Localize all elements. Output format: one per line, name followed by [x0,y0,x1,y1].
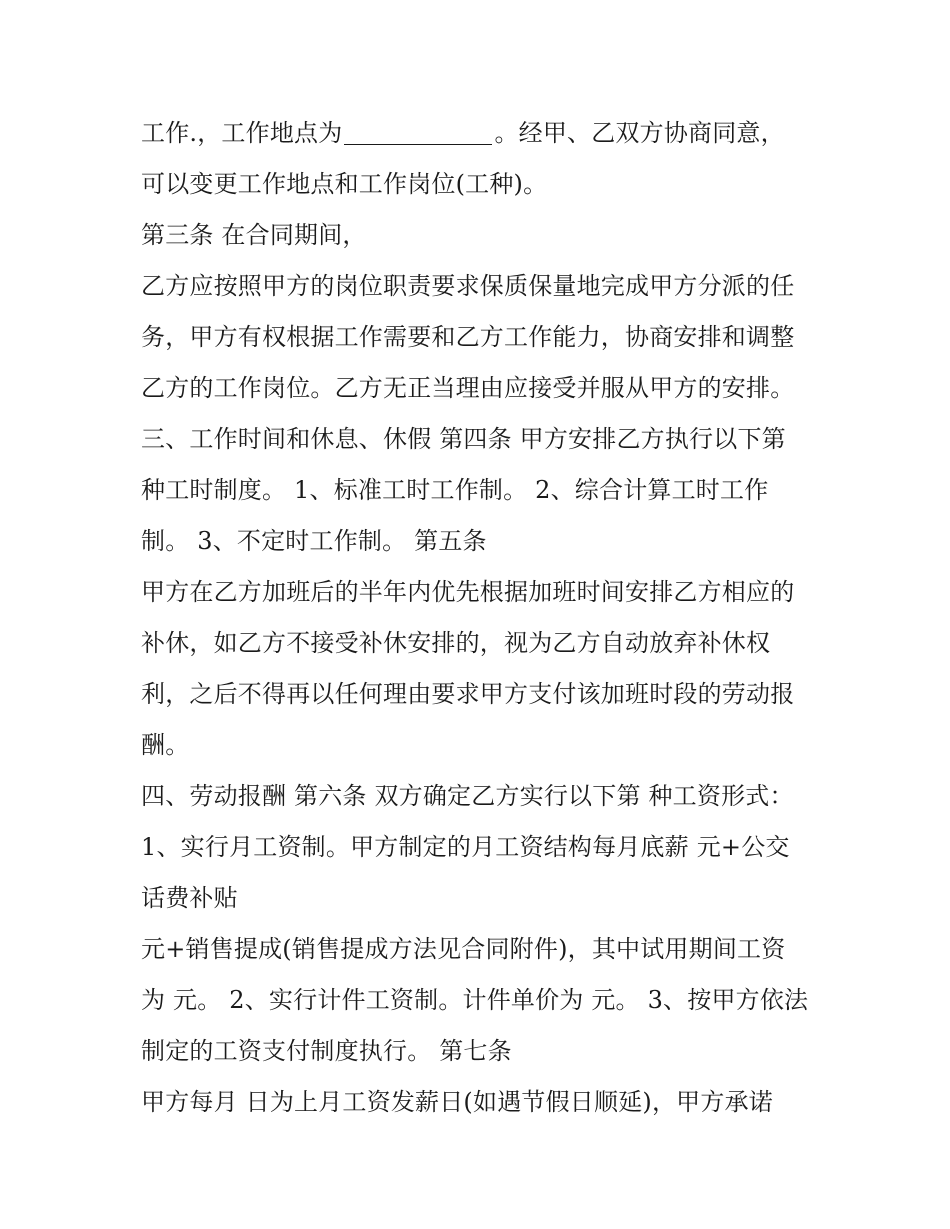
text-line: 制定的工资支付制度执行。 第七条 [141,1037,512,1065]
text-line: 话费补贴 [141,884,238,912]
text-line: 1、实行月工资制。甲方制定的月工资结构每月底薪 元+公交 [141,833,790,861]
text-line: 元+销售提成(销售提成方法见合同附件)，其中试用期间工资 [141,935,786,963]
text-line: 乙方的工作岗位。乙方无正当理由应接受并服从甲方的安排。 [141,374,795,402]
work-location-blank[interactable] [344,118,492,145]
text-fragment: 。经甲、乙双方协商同意， [494,119,785,147]
text-line: 制。 3、不定时工作制。 第五条 [141,527,487,555]
text-fragment: 工作.，工作地点为 [141,119,343,147]
text-line: 甲方每月 日为上月工资发薪日(如遇节假日顺延)，甲方承诺 [141,1088,773,1116]
text-line: 补休，如乙方不接受补休安排的，视为乙方自动放弃补休权 [141,629,771,657]
text-line: 四、劳动报酬 第六条 双方确定乙方实行以下第 种工资形式： [141,782,794,810]
text-line: 酬。 [141,731,190,759]
text-line: 可以变更工作地点和工作岗位(工种)。 [141,170,548,198]
text-line: 第三条 在合同期间， [141,221,367,249]
text-line: 甲方在乙方加班后的半年内优先根据加班时间安排乙方相应的 [141,578,795,606]
text-line: 利，之后不得再以任何理由要求甲方支付该加班时段的劳动报 [141,680,795,708]
text-line: 为 元。 2、实行计件工资制。计件单价为 元。 3、按甲方依法 [141,986,809,1014]
text-line: 乙方应按照甲方的岗位职责要求保质保量地完成甲方分派的任 [141,272,795,300]
text-line: 务，甲方有权根据工作需要和乙方工作能力，协商安排和调整 [141,323,795,351]
text-line: 三、工作时间和休息、休假 第四条 甲方安排乙方执行以下第 [141,425,786,453]
text-line [141,108,821,159]
text-line: 种工时制度。 1、标准工时工作制。 2、综合计算工时工作 [141,476,769,504]
contract-text [141,108,821,1128]
